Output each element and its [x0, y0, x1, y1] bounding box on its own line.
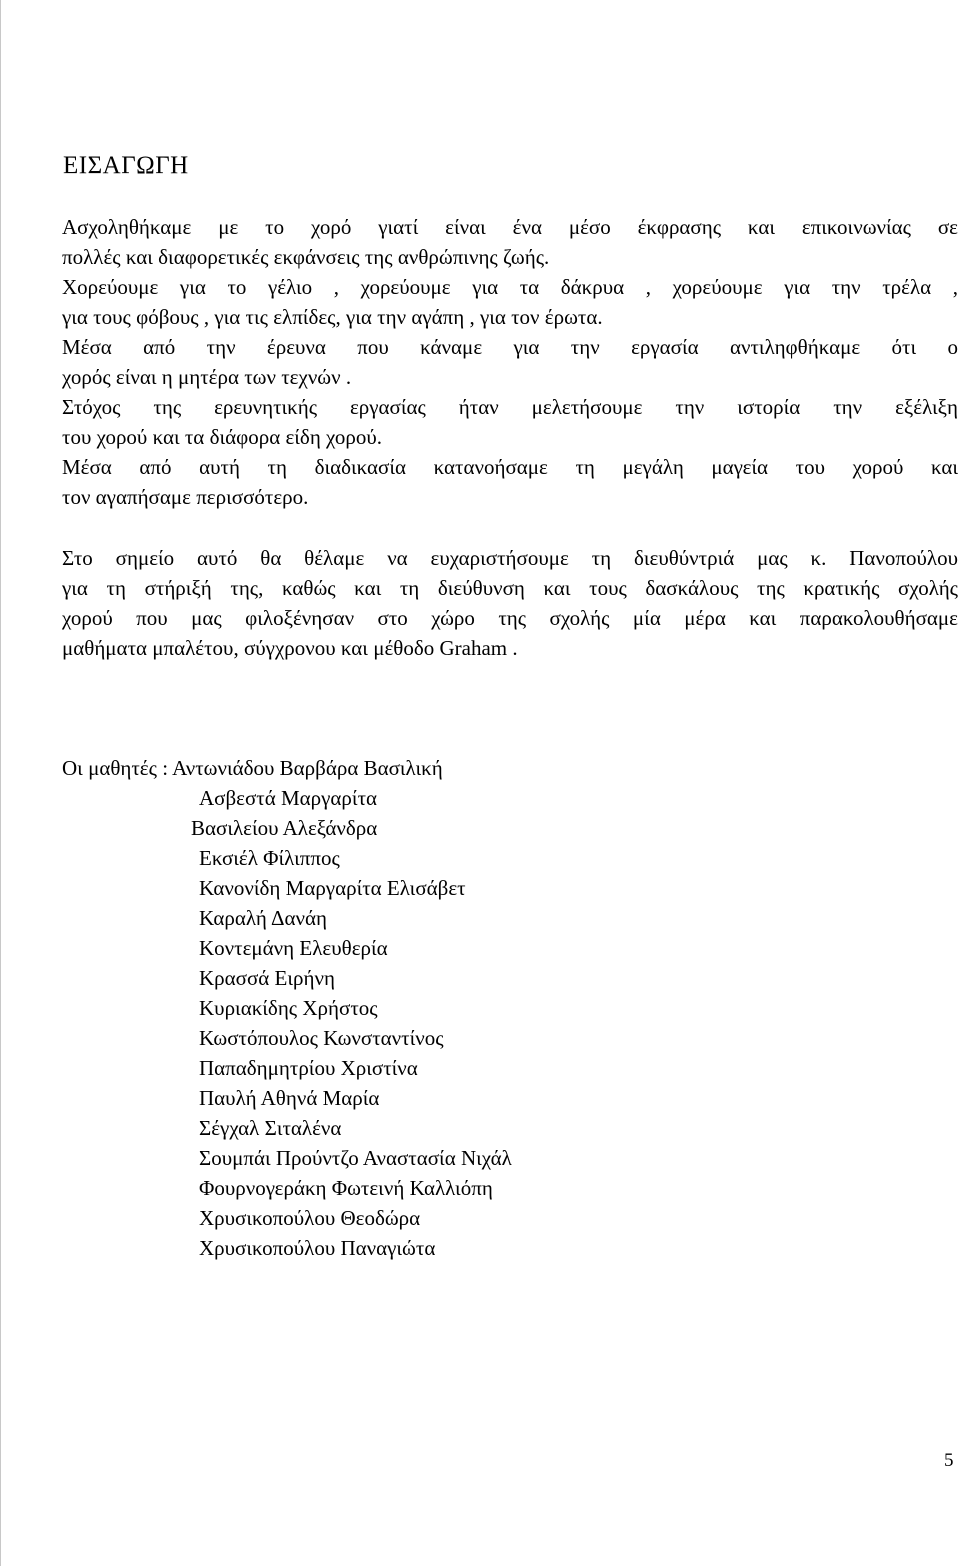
acknowledgements-line: για τη στήριξή της, καθώς και τη διεύθυνση και τους δασκάλους της κρατικής σχολής	[62, 576, 958, 600]
student-name: Βασιλείου Αλεξάνδρα	[191, 816, 378, 840]
intro-line: Μέσα από την έρευνα που κάναμε για την εργασία αντιληφθήκαμε ότι ο	[62, 335, 958, 359]
student-name: Κοντεμάνη Ελευθερία	[199, 936, 388, 960]
acknowledgements-line: μαθήματα μπαλέτου, σύγχρονου και μέθοδο Graham .	[62, 636, 518, 660]
intro-line: Μέσα από αυτή τη διαδικασία κατανοήσαμε τη μεγάλη μαγεία του χορού και	[62, 455, 958, 479]
intro-line: Χορεύουμε για το γέλιο , χορεύουμε για τα δάκρυα , χορεύουμε για την τρέλα ,	[62, 275, 958, 299]
student-name: Σουμπάι Προύντζο Αναστασία Νιχάλ	[199, 1146, 512, 1170]
page-number: 5	[944, 1450, 954, 1471]
intro-line: πολλές και διαφορετικές εκφάνσεις της ανθρώπινης ζωής.	[62, 245, 550, 269]
students-label: Οι μαθητές : Αντωνιάδου Βαρβάρα Βασιλική	[62, 756, 443, 780]
student-name: Κωστόπουλος Κωνσταντίνος	[199, 1026, 444, 1050]
student-name: Χρυσικοπούλου Παναγιώτα	[199, 1236, 436, 1260]
intro-line: τον αγαπήσαμε περισσότερο.	[62, 485, 309, 509]
student-name: Χρυσικοπούλου Θεοδώρα	[199, 1206, 421, 1230]
acknowledgements-line: Στο σημείο αυτό θα θέλαμε να ευχαριστήσουμε τη διευθύντριά μας κ. Πανοπούλου	[62, 546, 958, 570]
intro-paragraph	[62, 212, 958, 512]
intro-line: Ασχοληθήκαμε με το χορό γιατί είναι ένα μέσο έκφρασης και επικοινωνίας σε	[62, 215, 958, 239]
student-name: Παυλή Αθηνά Μαρία	[199, 1086, 380, 1110]
student-name: Κυριακίδης Χρήστος	[199, 996, 378, 1020]
student-name: Καραλή Δανάη	[199, 906, 327, 930]
page-heading: ΕΙΣΑΓΩΓΗ	[63, 152, 189, 179]
student-name: Εκσιέλ Φίλιππος	[199, 846, 340, 870]
student-name: Σέγχαλ Σιταλένα	[199, 1116, 342, 1140]
acknowledgements-paragraph	[62, 543, 958, 663]
student-name: Φουρνογεράκη Φωτεινή Καλλιόπη	[199, 1176, 493, 1200]
intro-line: χορός είναι η μητέρα των τεχνών .	[62, 365, 352, 389]
student-name: Κανονίδη Μαργαρίτα Ελισάβετ	[199, 876, 466, 900]
intro-line: για τους φόβους , για τις ελπίδες, για την αγάπη , για τον έρωτα.	[62, 305, 603, 329]
intro-line: Στόχος της ερευνητικής εργασίας ήταν μελετήσουμε την ιστορία την εξέλιξη	[62, 395, 958, 419]
page-edge-line	[0, 0, 1, 1566]
intro-line: του χορού και τα διάφορα είδη χορού.	[62, 425, 383, 449]
student-name: Ασβεστά Μαργαρίτα	[199, 786, 378, 810]
student-name: Παπαδημητρίου Χριστίνα	[199, 1056, 418, 1080]
student-name: Κρασσά Ειρήνη	[199, 966, 335, 990]
acknowledgements-line: χορού που μας φιλοξένησαν στο χώρο της σχολής μία μέρα και παρακολουθήσαμε	[62, 606, 958, 630]
